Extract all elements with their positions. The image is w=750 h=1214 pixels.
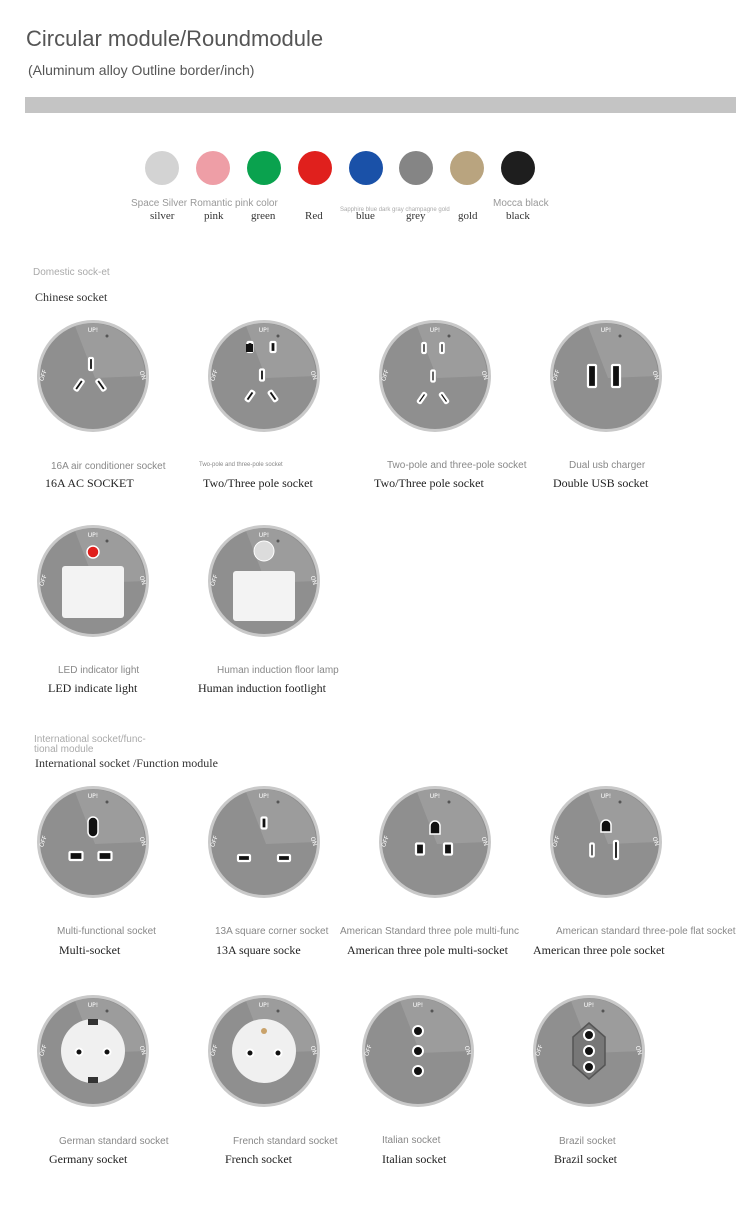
socket-module-graphic bbox=[360, 993, 476, 1109]
caption-en-germany: German standard socket bbox=[59, 1136, 169, 1147]
caption-en-uk: 13A square corner socket bbox=[215, 926, 329, 937]
indicator-dot bbox=[106, 335, 109, 338]
socket-slot bbox=[262, 818, 267, 829]
swatch-label-silver: silver bbox=[150, 210, 175, 222]
usb-port bbox=[588, 365, 596, 387]
socket-slot bbox=[70, 852, 83, 860]
motion-sensor bbox=[254, 541, 274, 561]
light-panel bbox=[62, 566, 124, 618]
socket-hole bbox=[275, 1050, 282, 1057]
mark-on: ON bbox=[137, 369, 148, 382]
mark-up: UP! bbox=[87, 793, 99, 800]
socket-slot bbox=[590, 844, 594, 857]
socket-slot bbox=[431, 371, 435, 382]
mark-on: ON bbox=[137, 1044, 148, 1057]
mark-up: UP! bbox=[412, 1002, 424, 1009]
intl-section-title: International socket /Function module bbox=[35, 756, 218, 770]
mark-up: UP! bbox=[258, 532, 270, 539]
caption-italian: Italian socket bbox=[382, 1152, 447, 1166]
caption-multi: Multi-socket bbox=[59, 943, 121, 957]
mark-on: ON bbox=[633, 1044, 644, 1057]
swatch-pink bbox=[196, 151, 230, 185]
socket-slot bbox=[89, 358, 93, 370]
mark-up: UP! bbox=[258, 793, 270, 800]
mark-on: ON bbox=[650, 835, 661, 848]
indicator-dot bbox=[277, 540, 280, 543]
socket-module-graphic bbox=[548, 318, 664, 434]
mark-off: OFF bbox=[209, 573, 220, 588]
socket-slot bbox=[601, 820, 611, 832]
caption-en-pir: Human induction floor lamp bbox=[217, 665, 339, 676]
socket-hole bbox=[584, 1030, 594, 1040]
led-indicator bbox=[87, 546, 99, 558]
indicator-dot bbox=[277, 801, 280, 804]
intl-section-en: International socket/func-tional module bbox=[34, 734, 146, 755]
swatch-en-pink: Romantic pink color bbox=[190, 198, 278, 209]
indicator-dot bbox=[106, 801, 109, 804]
earth-clip bbox=[88, 1019, 98, 1025]
mark-up: UP! bbox=[258, 327, 270, 334]
caption-brazil: Brazil socket bbox=[554, 1152, 617, 1166]
mark-on: ON bbox=[137, 574, 148, 587]
socket-hole bbox=[413, 1046, 423, 1056]
caption-en-two-three-b: Two-pole and three-pole socket bbox=[387, 460, 527, 471]
mark-up: UP! bbox=[258, 1002, 270, 1009]
mark-off: OFF bbox=[38, 1043, 49, 1058]
mark-up: UP! bbox=[429, 327, 441, 334]
indicator-dot bbox=[602, 1010, 605, 1013]
caption-en-french: French standard socket bbox=[233, 1136, 338, 1147]
page-subtitle: (Aluminum alloy Outline border/inch) bbox=[28, 62, 255, 78]
caption-french: French socket bbox=[225, 1152, 292, 1166]
swatch-label-gold: gold bbox=[458, 210, 478, 222]
socket-slot bbox=[416, 844, 424, 855]
caption-two-three-a: Two/Three pole socket bbox=[203, 476, 313, 490]
caption-pir: Human induction footlight bbox=[198, 681, 326, 695]
caption-en-usb: Dual usb charger bbox=[569, 460, 646, 471]
caption-en-us: American standard three-pole flat socket bbox=[556, 926, 736, 937]
socket-module-graphic bbox=[206, 523, 322, 639]
domestic-section-en: Domestic sock-et bbox=[33, 267, 110, 278]
mark-on: ON bbox=[308, 574, 319, 587]
socket-module-graphic bbox=[35, 784, 151, 900]
swatch-gold bbox=[450, 151, 484, 185]
mark-off: OFF bbox=[380, 834, 391, 849]
module-brazil bbox=[531, 993, 647, 1109]
mark-up: UP! bbox=[87, 1002, 99, 1009]
divider-bar bbox=[25, 97, 736, 113]
mark-off: OFF bbox=[380, 368, 391, 383]
socket-slot bbox=[422, 343, 426, 353]
module-pir bbox=[206, 523, 322, 639]
earth-pin bbox=[261, 1028, 267, 1034]
usb-port bbox=[612, 365, 620, 387]
mark-off: OFF bbox=[551, 368, 562, 383]
caption-en-led: LED indicator light bbox=[58, 665, 140, 676]
module-french bbox=[206, 993, 322, 1109]
page-title: Circular module/Roundmodule bbox=[26, 26, 324, 51]
module-two-three-pole-a bbox=[206, 318, 322, 434]
caption-usb: Double USB socket bbox=[553, 476, 649, 490]
swatch-label-red: Red bbox=[305, 210, 323, 222]
swatch-label-green: green bbox=[251, 210, 276, 222]
mark-off: OFF bbox=[363, 1043, 374, 1058]
socket-hole bbox=[413, 1026, 423, 1036]
swatch-en-black: Mocca black bbox=[493, 198, 549, 209]
mark-on: ON bbox=[462, 1044, 473, 1057]
swatch-en-silver: Space Silver bbox=[131, 198, 188, 209]
mark-up: UP! bbox=[429, 793, 441, 800]
mark-up: UP! bbox=[583, 1002, 595, 1009]
schuko-recess bbox=[61, 1019, 125, 1083]
swatch-label-pink: pink bbox=[204, 210, 224, 222]
caption-en-italian: Italian socket bbox=[382, 1135, 441, 1146]
socket-module-graphic bbox=[548, 784, 664, 900]
caption-two-three-b: Two/Three pole socket bbox=[374, 476, 484, 490]
socket-module-graphic bbox=[206, 784, 322, 900]
mark-off: OFF bbox=[551, 834, 562, 849]
socket-module-graphic bbox=[35, 523, 151, 639]
socket-hole bbox=[76, 1049, 83, 1056]
mark-on: ON bbox=[308, 369, 319, 382]
mark-off: OFF bbox=[534, 1043, 545, 1058]
socket-hole bbox=[104, 1049, 111, 1056]
socket-hole bbox=[413, 1066, 423, 1076]
mark-on: ON bbox=[308, 1044, 319, 1057]
mark-off: OFF bbox=[209, 368, 220, 383]
socket-slot bbox=[278, 855, 290, 861]
swatch-blue bbox=[349, 151, 383, 185]
mark-off: OFF bbox=[209, 834, 220, 849]
socket-slot bbox=[430, 821, 440, 834]
earth-clip bbox=[88, 1077, 98, 1083]
caption-led: LED indicate light bbox=[48, 681, 138, 695]
socket-module-graphic bbox=[206, 318, 322, 434]
mark-on: ON bbox=[479, 369, 490, 382]
mark-up: UP! bbox=[87, 532, 99, 539]
socket-module-graphic bbox=[35, 993, 151, 1109]
swatch-silver bbox=[145, 151, 179, 185]
socket-hole bbox=[247, 1050, 254, 1057]
module-16a-ac bbox=[35, 318, 151, 434]
caption-en-us-multi: American Standard three pole multi-func bbox=[340, 926, 519, 937]
indicator-dot bbox=[277, 1010, 280, 1013]
module-us bbox=[548, 784, 664, 900]
socket-slot bbox=[99, 852, 112, 860]
socket-module-graphic bbox=[206, 993, 322, 1109]
socket-hole bbox=[584, 1046, 594, 1056]
socket-slot bbox=[88, 817, 98, 837]
module-germany bbox=[35, 993, 151, 1109]
mark-off: OFF bbox=[38, 573, 49, 588]
domestic-section-title: Chinese socket bbox=[35, 290, 108, 304]
swatch-label-grey: grey bbox=[406, 210, 426, 222]
indicator-dot bbox=[448, 801, 451, 804]
caption-en-brazil: Brazil socket bbox=[559, 1136, 616, 1147]
caption-en-two-three-a: Two-pole and three-pole socket bbox=[199, 462, 283, 468]
light-panel bbox=[233, 571, 295, 621]
socket-module-graphic bbox=[35, 318, 151, 434]
socket-slot bbox=[440, 343, 444, 353]
mark-on: ON bbox=[650, 369, 661, 382]
mark-up: UP! bbox=[600, 793, 612, 800]
socket-module-graphic bbox=[531, 993, 647, 1109]
socket-slot bbox=[238, 855, 250, 861]
mark-up: UP! bbox=[87, 327, 99, 334]
socket-module-graphic bbox=[377, 318, 493, 434]
module-led bbox=[35, 523, 151, 639]
caption-germany: Germany socket bbox=[49, 1152, 128, 1166]
caption-16a: 16A AC SOCKET bbox=[45, 476, 134, 490]
mark-on: ON bbox=[137, 835, 148, 848]
socket-module-graphic bbox=[377, 784, 493, 900]
mark-off: OFF bbox=[209, 1043, 220, 1058]
indicator-dot bbox=[619, 801, 622, 804]
socket-hole bbox=[584, 1062, 594, 1072]
module-two-three-pole-b bbox=[377, 318, 493, 434]
swatch-grey bbox=[399, 151, 433, 185]
module-double-usb bbox=[548, 318, 664, 434]
swatch-green bbox=[247, 151, 281, 185]
mark-on: ON bbox=[479, 835, 490, 848]
module-us-multi bbox=[377, 784, 493, 900]
swatch-label-blue: blue bbox=[356, 210, 375, 222]
swatch-red bbox=[298, 151, 332, 185]
indicator-dot bbox=[106, 1010, 109, 1013]
caption-en-16a: 16A air conditioner socket bbox=[51, 461, 166, 472]
swatch-small-note: Sapphire blue dark gray champagne gold bbox=[340, 207, 450, 213]
mark-off: OFF bbox=[38, 834, 49, 849]
module-multi bbox=[35, 784, 151, 900]
swatch-black bbox=[501, 151, 535, 185]
caption-us-multi: American three pole multi-socket bbox=[347, 943, 508, 957]
module-uk-13a bbox=[206, 784, 322, 900]
mark-off: OFF bbox=[38, 368, 49, 383]
mark-up: UP! bbox=[600, 327, 612, 334]
caption-en-multi: Multi-functional socket bbox=[57, 926, 156, 937]
indicator-dot bbox=[619, 335, 622, 338]
indicator-dot bbox=[448, 335, 451, 338]
socket-slot bbox=[271, 342, 276, 352]
caption-uk: 13A square socke bbox=[216, 943, 301, 957]
mark-on: ON bbox=[308, 835, 319, 848]
socket-slot bbox=[260, 370, 264, 381]
module-italian bbox=[360, 993, 476, 1109]
indicator-dot bbox=[277, 335, 280, 338]
socket-slot bbox=[444, 844, 452, 855]
socket-slot bbox=[614, 841, 618, 859]
indicator-dot bbox=[431, 1010, 434, 1013]
indicator-dot bbox=[106, 540, 109, 543]
caption-us: American three pole socket bbox=[533, 943, 665, 957]
swatch-label-black: black bbox=[506, 210, 530, 222]
